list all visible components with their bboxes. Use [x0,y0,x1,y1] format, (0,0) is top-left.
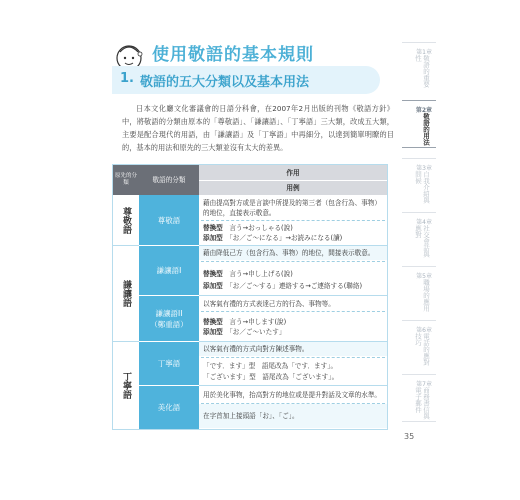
tab-chapter-1[interactable]: 第1章 敬語的重要性 [402,42,436,90]
intro-paragraph: 日本文化廳文化審議會的日語分科會，在2007年2月出版的刊物《敬語方針》中，將敬語的分類由原本的「尊敬語」、「謙讓語」、「丁寧語」三大類，改成五大類，主要是配合現代的用語，由「謙讓語」及「丁寧語」中再細分，以達到簡單明瞭的目的，基本的用法和原先的三大類並沒有太大的差異。 [122,104,394,152]
example-teineigo-1: 「です．ます」型 語尾改為「です．ます」。 [203,362,338,370]
category-sonkeigo: 尊敬語 [139,195,199,245]
tab-chapter-5[interactable]: 第5章 職場的應用 [402,266,436,314]
example-sonkeigo-1: 替換型 言う→おっしゃる(說) [203,224,293,232]
section-title: 敬語的五大分類以及基本用法 [140,75,310,90]
example-kenjougo1-2: 添加型 「お／ご～する」連絡する→ご連絡する(聯絡) [203,282,363,290]
example-bikago-1: 在字首加上接頭語「お」、「ご」。 [199,404,387,428]
category-bikago: 美化語 [139,385,199,429]
usage-kenjougo-1: 藉由降低己方（包含行為、事物）的地位，間接表示敬意。 [199,246,387,260]
example-kenjougo2-1: 替換型 言う→申します(說) [203,318,287,326]
category-kenjougo-1: 謙讓語I [139,245,199,295]
category-teineigo: 丁寧語 [139,341,199,385]
example-kenjougo2-2: 添加型 「お／ご～いたす」 [203,328,286,336]
header-original: 原先的分類 [113,165,139,195]
tab-chapter-6[interactable]: 第6章 電話的應對技巧 [402,320,436,368]
chapter-title: 使用敬語的基本規則 [152,45,314,65]
usage-bikago: 用於美化事物，抬高對方的地位或是提升對話及文章的水準。 [203,391,382,399]
usage-teineigo: 以客氣有禮的方式向對方陳述事物。 [199,342,387,356]
example-sonkeigo-2: 添加型 「お／ご～になる」→お読みになる(讀) [203,234,343,242]
usage-kenjougo-2: 以客氣有禮的方式表達己方的行為、事物等。 [203,300,335,308]
category-kenjougo-2: 謙讓語II （鄭重語） [139,295,199,341]
group-sonkeigo: 尊敬語 [121,206,131,234]
page-number: 35 [404,432,415,441]
example-teineigo-2: 「ございます」型 語尾改為「ございます」。 [203,373,339,381]
tab-chapter-3[interactable]: 第3章 自我介紹與問候 [402,158,436,206]
section-number: 1. [120,71,134,86]
header-category: 敬語的分類 [139,165,199,195]
header-example: 用例 [199,180,387,195]
keigo-table [112,164,388,430]
group-teineigo: 丁寧語 [113,341,139,429]
example-kenjougo1-1: 替換型 言う→申し上げる(說) [203,270,293,278]
tab-chapter-4[interactable]: 第4章 社交會話與應對 [402,212,436,260]
group-kenjougo: 謙讓語 [113,245,139,341]
tab-chapter-2[interactable]: 第2章 敬語的用法 [402,100,436,148]
header-usage: 作用 [199,165,387,180]
usage-sonkeigo: 藉由提高對方或是言談中所提及的第三者（包含行為、事物）的地位，直接表示敬意。 [203,199,382,217]
tab-chapter-7[interactable]: 第7章 商務書信與電子郵件 [402,374,436,422]
